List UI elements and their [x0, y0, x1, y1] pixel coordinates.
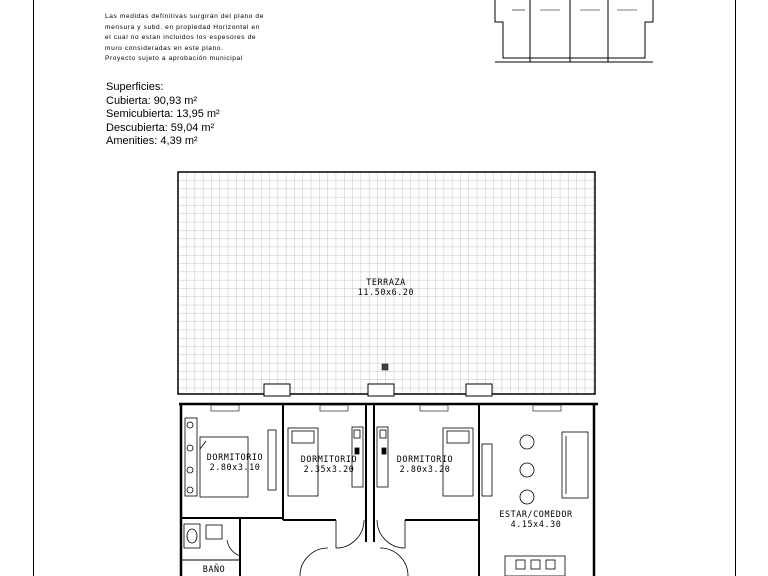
- room-name: ESTAR/COMEDOR: [499, 509, 573, 519]
- key-plan-thumbnail: [495, 0, 653, 62]
- note-line: muro consideradas en este plano.: [105, 44, 224, 52]
- room-name: DORMITORIO: [300, 454, 358, 464]
- room-label-bath: [196, 565, 232, 575]
- room-size: 2.80x3.10: [209, 461, 261, 472]
- living-furniture: [482, 432, 588, 576]
- room-size: 2.35x3.20: [303, 463, 355, 474]
- door-swings: [227, 520, 408, 576]
- surface-uncovered: Descubierta: 59,04 m²: [106, 121, 215, 134]
- note-line: mensura y subd. en propiedad Horizontal en: [105, 23, 260, 31]
- surface-amenities: Amenities: 4,39 m²: [106, 135, 198, 147]
- wall-window-symbols: [211, 405, 561, 411]
- surface-semi-covered: Semicubierta: 13,95 m²: [106, 108, 220, 120]
- room-label-bedroom-1: [204, 453, 266, 472]
- room-label-living: [496, 510, 576, 529]
- room-name: TERRAZA: [366, 277, 406, 287]
- room-label-bedroom-2: [298, 455, 360, 474]
- surface-covered: Cubierta: 90,93 m²: [106, 94, 198, 107]
- room-name: DORMITORIO: [396, 454, 454, 464]
- note-line: el cual no estan incluidos los espesores de: [105, 34, 257, 41]
- room-size: 4.15x4.30: [510, 518, 562, 529]
- room-size: 2.80x3.20: [399, 463, 451, 474]
- room-name: BAÑO: [202, 564, 226, 574]
- note-line: Proyecto sujeto a aprobación municipal: [105, 55, 243, 62]
- surfaces-title: Superficies:: [106, 81, 164, 93]
- note-line: Las medidas definitivas surgirán del plano de: [105, 13, 264, 20]
- room-size: 11.50x6.20: [357, 286, 415, 297]
- room-label-bedroom-3: [394, 455, 456, 474]
- room-label-terrace: [354, 278, 418, 297]
- bathroom-fixtures: [184, 524, 222, 548]
- room-name: DORMITORIO: [206, 452, 264, 462]
- terrace-drain: [382, 364, 388, 370]
